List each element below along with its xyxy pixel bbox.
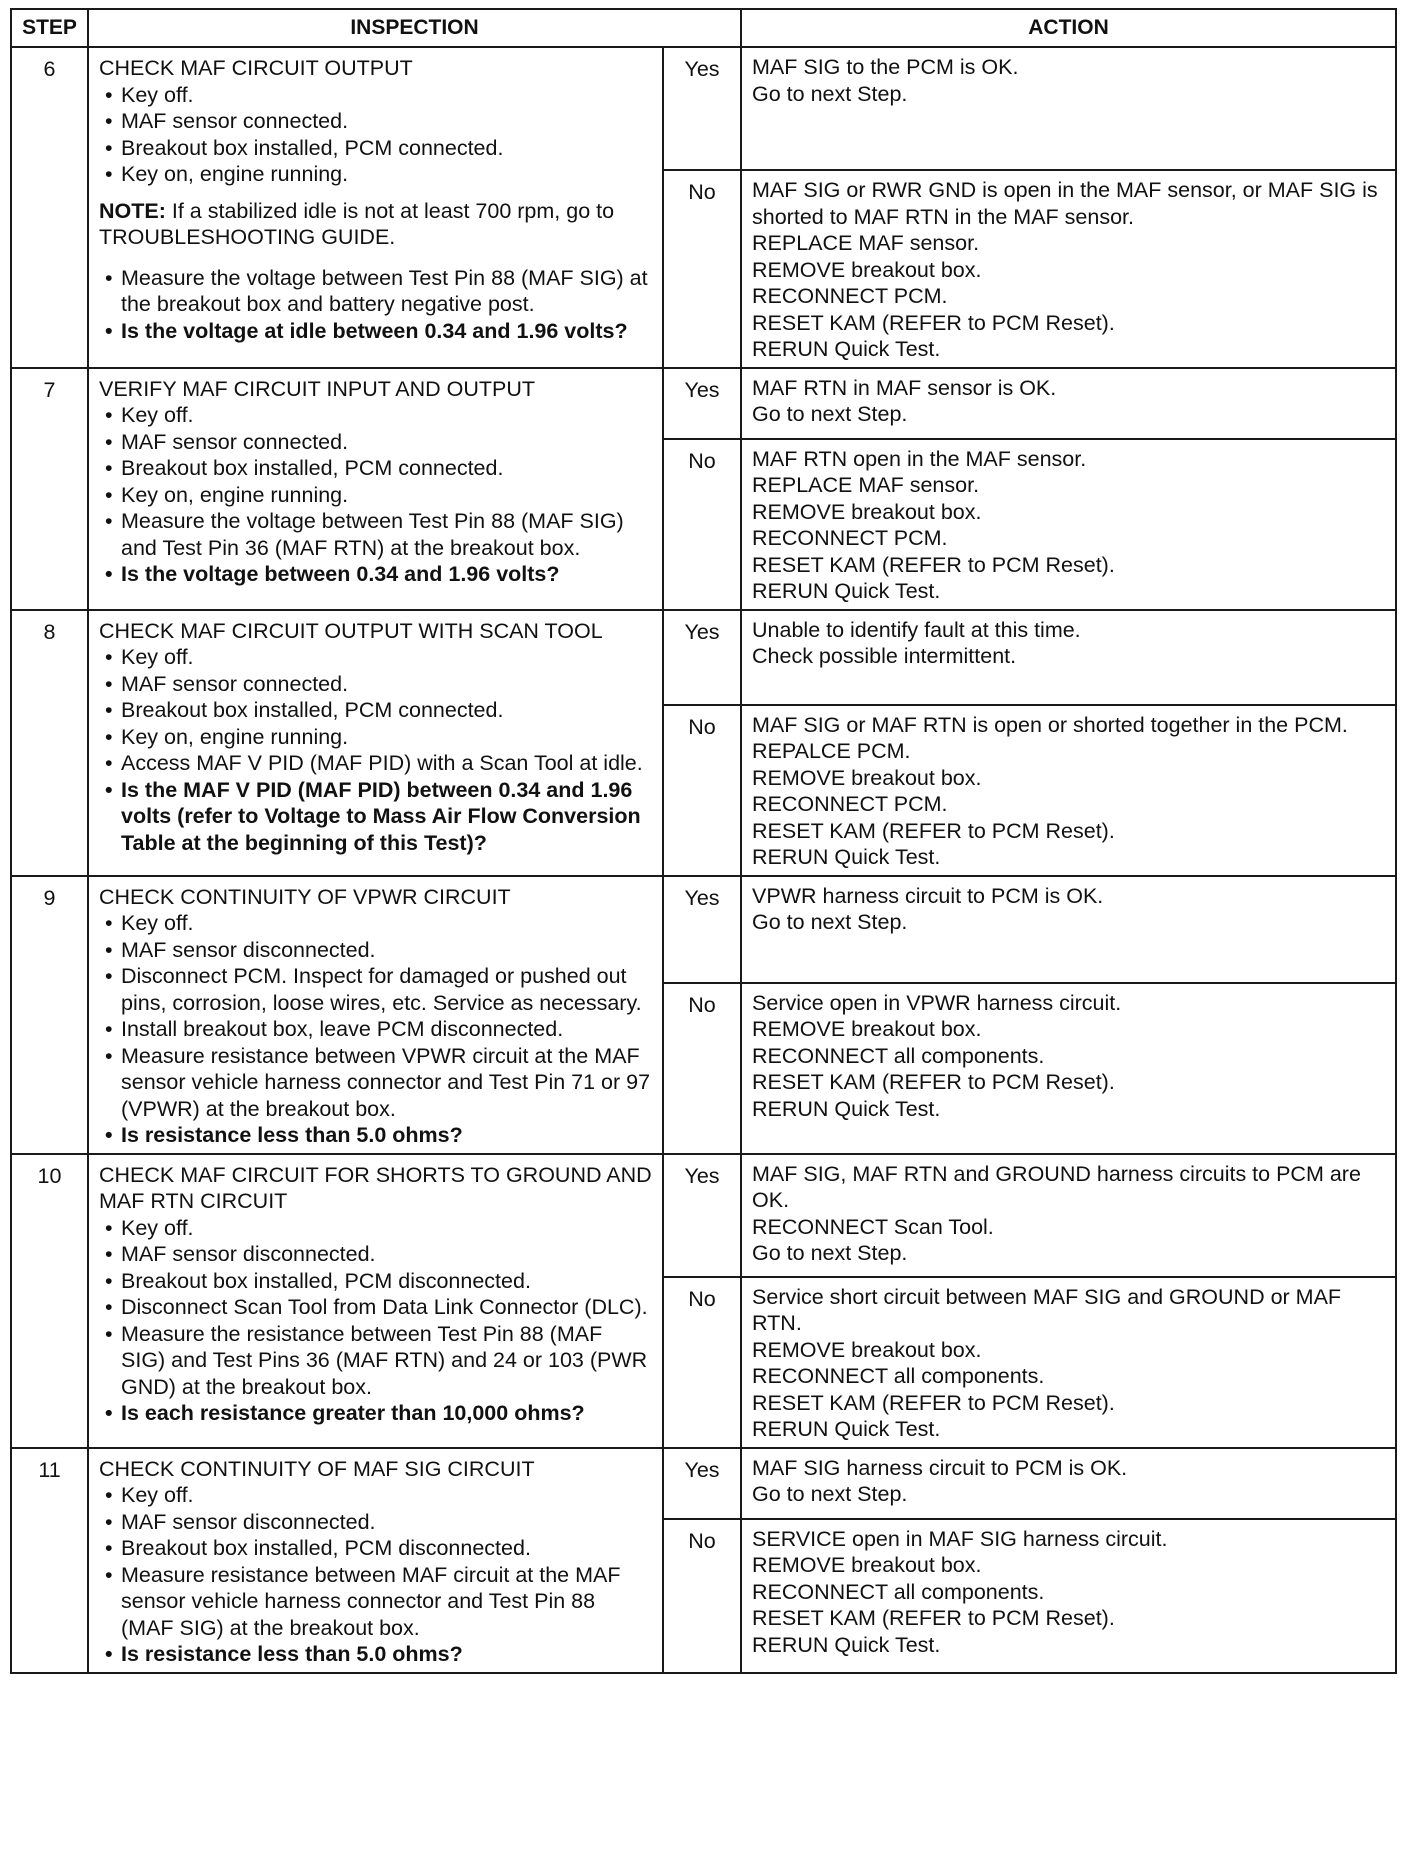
action-line: MAF SIG to the PCM is OK. — [752, 55, 1019, 79]
action-line: REMOVE breakout box. — [752, 499, 982, 524]
inspection-cell — [88, 876, 663, 1154]
action-line: Service open in VPWR harness circuit. — [752, 990, 1122, 1015]
bullet-item: • MAF sensor disconnected. — [99, 1241, 652, 1268]
inspection-bullets — [99, 1482, 652, 1668]
bullet-item: • Key off. — [99, 644, 652, 671]
action-line: RERUN Quick Test. — [752, 845, 941, 869]
yes-action — [741, 610, 1396, 705]
yes-label: Yes — [663, 610, 741, 705]
action-line: MAF SIG, MAF RTN and GROUND harness circuits to PCM are OK. — [752, 1161, 1361, 1212]
inspection-question: • Is resistance less than 5.0 ohms? — [99, 1641, 652, 1668]
action-line: RECONNECT PCM. — [752, 526, 948, 550]
bullet-item: • MAF sensor connected. — [99, 108, 652, 135]
action-line: RESET KAM (REFER to PCM Reset). — [752, 310, 1115, 335]
step-number: 6 — [11, 47, 88, 368]
bullet-item: • Install breakout box, leave PCM disconnected. — [99, 1016, 652, 1043]
action-line: MAF RTN open in the MAF sensor. — [752, 446, 1087, 471]
inspection-cell — [88, 1448, 663, 1673]
procedure-sheet — [10, 8, 1395, 1674]
action-line: REMOVE breakout box. — [752, 1337, 982, 1362]
step-number: 9 — [11, 876, 88, 1154]
inspection-title: CHECK CONTINUITY OF MAF SIG CIRCUIT — [99, 1456, 535, 1481]
step-number: 8 — [11, 610, 88, 876]
action-line: RECONNECT all components. — [752, 1579, 1045, 1604]
inspection-question: • Is the MAF V PID (MAF PID) between 0.34 and 1.96 volts (refer to Voltage to Mass Air Flow Conversion Table at the beginning of this Test)? — [99, 777, 652, 857]
header-action: ACTION — [741, 9, 1396, 47]
bullet-item: • Measure the resistance between Test Pin 88 (MAF SIG) and Test Pins 36 (MAF RTN) and 24 or 103 (PWR GND) at the breakout box. — [99, 1321, 652, 1401]
inspection-title: CHECK MAF CIRCUIT OUTPUT WITH SCAN TOOL — [99, 618, 603, 643]
inspection-question: • Is resistance less than 5.0 ohms? — [99, 1122, 652, 1149]
action-line: MAF SIG or MAF RTN is open or shorted together in the PCM. — [752, 712, 1348, 737]
no-action — [741, 705, 1396, 876]
no-label: No — [663, 1277, 741, 1448]
action-line: RESET KAM (REFER to PCM Reset). — [752, 1390, 1115, 1415]
bullet-item: • Breakout box installed, PCM disconnected. — [99, 1268, 652, 1295]
bullet-item: • Measure resistance between VPWR circuit at the MAF sensor vehicle harness connector and Test Pin 71 or 97 (VPWR) at the breakout box. — [99, 1043, 652, 1123]
step-row-yes — [11, 610, 1396, 705]
inspection-question: • Is each resistance greater than 10,000 ohms? — [99, 1400, 652, 1427]
no-label: No — [663, 170, 741, 368]
bullet-item: • Key off. — [99, 402, 652, 429]
step-row-yes — [11, 1154, 1396, 1277]
action-line: RECONNECT PCM. — [752, 284, 948, 308]
inspection-cell — [88, 1154, 663, 1448]
yes-action — [741, 47, 1396, 170]
bullet-item: • Disconnect PCM. Inspect for damaged or pushed out pins, corrosion, loose wires, etc. Service as necessary. — [99, 963, 652, 1016]
note-text: If a stabilized idle is not at least 700 rpm, go to TROUBLESHOOTING GUIDE. — [99, 198, 615, 249]
bullet-item: • Breakout box installed, PCM connected. — [99, 135, 652, 162]
action-line: Go to next Step. — [752, 1482, 908, 1506]
yes-action — [741, 368, 1396, 439]
no-label: No — [663, 983, 741, 1154]
yes-action — [741, 1154, 1396, 1277]
bullet-item: • Key off. — [99, 1482, 652, 1509]
bullet-item: • MAF sensor connected. — [99, 429, 652, 456]
action-line: Go to next Step. — [752, 402, 908, 426]
action-line: REMOVE breakout box. — [752, 257, 982, 282]
no-action — [741, 1277, 1396, 1448]
action-line: RERUN Quick Test. — [752, 579, 941, 603]
action-line: REPLACE MAF sensor. — [752, 473, 980, 497]
action-line: MAF RTN in MAF sensor is OK. — [752, 375, 1057, 400]
bullet-item: • Breakout box installed, PCM connected. — [99, 697, 652, 724]
action-line: SERVICE open in MAF SIG harness circuit. — [752, 1526, 1168, 1551]
no-action — [741, 170, 1396, 368]
action-line: RESET KAM (REFER to PCM Reset). — [752, 1606, 1115, 1630]
step-number: 7 — [11, 368, 88, 610]
yes-label: Yes — [663, 876, 741, 983]
no-action — [741, 439, 1396, 610]
inspection-bullets — [99, 265, 652, 345]
action-line: RERUN Quick Test. — [752, 1632, 941, 1657]
inspection-question: • Is the voltage at idle between 0.34 and 1.96 volts? — [99, 318, 652, 345]
step-number: 10 — [11, 1154, 88, 1448]
bullet-item: • Key on, engine running. — [99, 161, 652, 188]
bullet-item: • Key off. — [99, 1215, 652, 1242]
inspection-cell — [88, 368, 663, 610]
header-inspection: INSPECTION — [88, 9, 741, 47]
action-line: REPLACE MAF sensor. — [752, 231, 980, 255]
action-line: RECONNECT Scan Tool. — [752, 1214, 994, 1239]
action-line: REMOVE breakout box. — [752, 1017, 982, 1041]
bullet-item: • MAF sensor disconnected. — [99, 937, 652, 964]
step-row-yes — [11, 47, 1396, 170]
action-line: VPWR harness circuit to PCM is OK. — [752, 883, 1104, 908]
bullet-item: • Key off. — [99, 910, 652, 937]
action-line: RERUN Quick Test. — [752, 337, 941, 361]
step-row-yes — [11, 876, 1396, 983]
no-action — [741, 1519, 1396, 1673]
header-row — [11, 9, 1396, 47]
bullet-item: • Breakout box installed, PCM disconnected. — [99, 1535, 652, 1562]
bullet-item: • Key on, engine running. — [99, 724, 652, 751]
inspection-cell — [88, 610, 663, 876]
action-line: Go to next Step. — [752, 81, 908, 106]
action-line: RERUN Quick Test. — [752, 1417, 941, 1441]
yes-label: Yes — [663, 1448, 741, 1519]
note-label: NOTE: — [99, 198, 166, 223]
no-label: No — [663, 705, 741, 876]
bullet-item: • Measure the voltage between Test Pin 88 (MAF SIG) at the breakout box and battery negative post. — [99, 265, 652, 318]
bullet-item: • Key on, engine running. — [99, 482, 652, 509]
inspection-bullets — [99, 644, 652, 856]
yes-label: Yes — [663, 368, 741, 439]
action-line: RECONNECT PCM. — [752, 792, 948, 816]
action-line: Go to next Step. — [752, 1241, 908, 1265]
yes-action — [741, 876, 1396, 983]
step-number: 11 — [11, 1448, 88, 1673]
bullet-item: • Measure resistance between MAF circuit at the MAF sensor vehicle harness connector and Test Pin 88 (MAF SIG) at the breakout box. — [99, 1562, 652, 1642]
action-line: Service short circuit between MAF SIG and GROUND or MAF RTN. — [752, 1284, 1342, 1335]
step-row-yes — [11, 368, 1396, 439]
yes-action — [741, 1448, 1396, 1519]
action-line: REMOVE breakout box. — [752, 1553, 982, 1577]
action-line: Unable to identify fault at this time. — [752, 617, 1081, 642]
bullet-item: • Disconnect Scan Tool from Data Link Connector (DLC). — [99, 1294, 652, 1321]
yes-label: Yes — [663, 47, 741, 170]
inspection-title: CHECK CONTINUITY OF VPWR CIRCUIT — [99, 884, 511, 909]
action-line: RESET KAM (REFER to PCM Reset). — [752, 818, 1115, 843]
bullet-item: • MAF sensor disconnected. — [99, 1509, 652, 1536]
bullet-item: • Key off. — [99, 82, 652, 109]
inspection-title: CHECK MAF CIRCUIT OUTPUT — [99, 56, 413, 80]
action-line: REPALCE PCM. — [752, 739, 911, 763]
procedure-table — [10, 8, 1397, 1674]
no-label: No — [663, 1519, 741, 1673]
action-line: Check possible intermittent. — [752, 644, 1017, 668]
step-row-yes — [11, 1448, 1396, 1519]
no-label: No — [663, 439, 741, 610]
action-line: RESET KAM (REFER to PCM Reset). — [752, 1070, 1115, 1094]
note — [99, 198, 652, 251]
action-line: REMOVE breakout box. — [752, 765, 982, 790]
action-line: Go to next Step. — [752, 910, 908, 934]
action-line: RESET KAM (REFER to PCM Reset). — [752, 552, 1115, 577]
inspection-bullets — [99, 82, 652, 188]
inspection-bullets — [99, 1215, 652, 1427]
inspection-title: CHECK MAF CIRCUIT FOR SHORTS TO GROUND AND MAF RTN CIRCUIT — [99, 1162, 652, 1213]
action-line: MAF SIG or RWR GND is open in the MAF sensor, or MAF SIG is shorted to MAF RTN in the MAF sensor. — [752, 178, 1378, 229]
inspection-question: • Is the voltage between 0.34 and 1.96 volts? — [99, 561, 652, 588]
action-line: RERUN Quick Test. — [752, 1096, 941, 1121]
bullet-item: • Breakout box installed, PCM connected. — [99, 455, 652, 482]
bullet-item: • Access MAF V PID (MAF PID) with a Scan Tool at idle. — [99, 750, 652, 777]
action-line: MAF SIG harness circuit to PCM is OK. — [752, 1455, 1128, 1480]
action-line: RECONNECT all components. — [752, 1364, 1045, 1388]
bullet-item: • Measure the voltage between Test Pin 88 (MAF SIG) and Test Pin 36 (MAF RTN) at the breakout box. — [99, 508, 652, 561]
inspection-title: VERIFY MAF CIRCUIT INPUT AND OUTPUT — [99, 376, 536, 401]
yes-label: Yes — [663, 1154, 741, 1277]
inspection-bullets — [99, 910, 652, 1149]
bullet-item: • MAF sensor connected. — [99, 671, 652, 698]
header-step: STEP — [11, 9, 88, 47]
no-action — [741, 983, 1396, 1154]
action-line: RECONNECT all components. — [752, 1043, 1045, 1068]
inspection-cell — [88, 47, 663, 368]
inspection-bullets — [99, 402, 652, 588]
